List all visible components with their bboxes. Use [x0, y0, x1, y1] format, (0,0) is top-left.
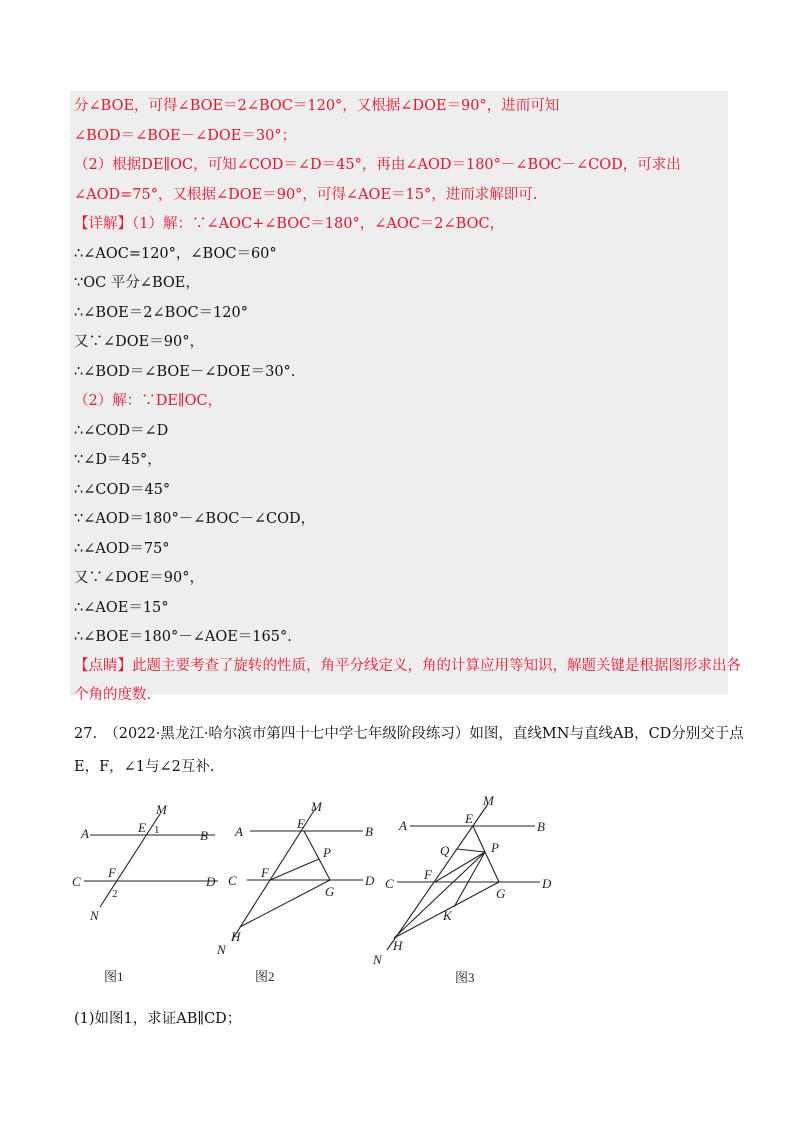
solution-line-17: 又∵∠DOE＝90°， — [74, 570, 204, 586]
label-c: C — [72, 874, 81, 889]
label-b: B — [200, 828, 208, 843]
segment-ep — [304, 831, 319, 859]
figure-2 — [217, 795, 385, 990]
question-27-line-2: E，F，∠1与∠2互补. — [74, 759, 215, 775]
label-g: G — [325, 884, 335, 899]
label-f: F — [424, 867, 432, 882]
solution-line-5: 【详解】（1）解：∵∠AOC+∠BOC＝180°，∠AOC＝2∠BOC， — [74, 216, 505, 232]
label-k: K — [443, 908, 452, 923]
solution-line-8: ∴∠BOE＝2∠BOC＝120° — [74, 304, 248, 321]
label-h: H — [393, 938, 403, 953]
solution-line-18: ∴∠AOE＝15° — [74, 599, 169, 616]
label-c: C — [228, 873, 237, 888]
label-p: P — [491, 840, 499, 855]
solution-line-19: ∴∠BOE＝180°－∠AOE＝165°. — [74, 629, 292, 645]
segment-pg — [485, 852, 499, 882]
label-a: A — [399, 818, 407, 833]
label-q: Q — [440, 843, 450, 858]
label-e: E — [297, 816, 305, 831]
segment-hg — [240, 880, 330, 927]
solution-line-9: 又∵∠DOE＝90°， — [74, 334, 204, 350]
label-p: P — [323, 845, 331, 860]
solution-line-11: （2）解：∵DE∥OC， — [74, 393, 223, 409]
solution-line-1: 分∠BOE，可得∠BOE＝2∠BOC＝120°，又根据∠DOE＝90°，进而可知 — [74, 98, 560, 114]
label-h: H — [231, 929, 241, 944]
figure-2-caption: 图2 — [255, 969, 275, 984]
segment-pg — [319, 859, 330, 880]
solution-line-13: ∵∠D＝45°， — [74, 452, 162, 468]
solution-line-20: 【点睛】此题主要考查了旋转的性质，角平分线定义，角的计算应用等知识，解题关键是根据图形求出各 — [74, 657, 741, 674]
solution-line-4: ∠AOD=75°，又根据∠DOE＝90°，可得∠AOE＝15°，进而求解即可. — [74, 186, 538, 203]
label-n: N — [217, 942, 226, 957]
line-mn — [100, 814, 160, 907]
label-m: M — [311, 799, 322, 814]
solution-line-16: ∴∠AOD＝75° — [74, 540, 170, 557]
label-a: A — [81, 826, 89, 841]
label-c: C — [385, 876, 394, 891]
figure-3-caption: 图3 — [455, 970, 475, 985]
solution-line-21: 个角的度数. — [74, 686, 152, 703]
solution-line-3: （2）根据DE∥OC，可知∠COD＝∠D＝45°，再由∠AOD＝180°－∠BOC－∠COD，可求出 — [74, 157, 681, 173]
segment-ep — [473, 826, 485, 852]
solution-line-15: ∵∠AOD＝180°－∠BOC－∠COD， — [74, 511, 316, 527]
solution-line-10: ∴∠BOD＝∠BOE－∠DOE＝30°. — [74, 363, 296, 380]
segment-hp — [394, 852, 485, 938]
label-e: E — [465, 811, 473, 826]
solution-line-7: ∵OC 平分∠BOE， — [74, 275, 200, 291]
segment-pk — [454, 852, 485, 907]
question-27-part-1: (1)如图1，求证AB∥CD； — [74, 1011, 242, 1027]
label-angle-1: 1 — [154, 824, 160, 836]
solution-line-14: ∴∠COD＝45° — [74, 481, 171, 498]
label-m: M — [483, 793, 494, 808]
label-f: F — [108, 865, 116, 880]
label-n: N — [90, 908, 99, 923]
figure-1-caption: 图1 — [104, 969, 124, 984]
figure-1 — [70, 800, 230, 990]
solution-line-12: ∴∠COD＝∠D — [74, 422, 169, 439]
solution-line-2: ∠BOD＝∠BOE－∠DOE＝30°； — [74, 127, 297, 144]
segment-qp — [457, 849, 485, 852]
label-n: N — [373, 952, 382, 967]
solution-line-6: ∴∠AOC=120°，∠BOC＝60° — [74, 245, 277, 262]
label-e: E — [138, 820, 146, 835]
label-b: B — [365, 824, 373, 839]
label-d: D — [365, 873, 375, 888]
segment-fp — [270, 859, 319, 880]
label-d: D — [206, 874, 216, 889]
label-g: G — [496, 886, 506, 901]
label-angle-2: 2 — [112, 888, 118, 900]
label-b: B — [537, 819, 545, 834]
question-27-line-1: 27. （2022·黑龙江·哈尔滨市第四十七中学七年级阶段练习）如图，直线MN与直线AB，CD分别交于点 — [74, 726, 744, 742]
label-d: D — [542, 876, 552, 891]
label-f: F — [261, 865, 269, 880]
label-m: M — [156, 802, 167, 817]
label-a: A — [235, 824, 243, 839]
figure-3 — [375, 792, 565, 990]
